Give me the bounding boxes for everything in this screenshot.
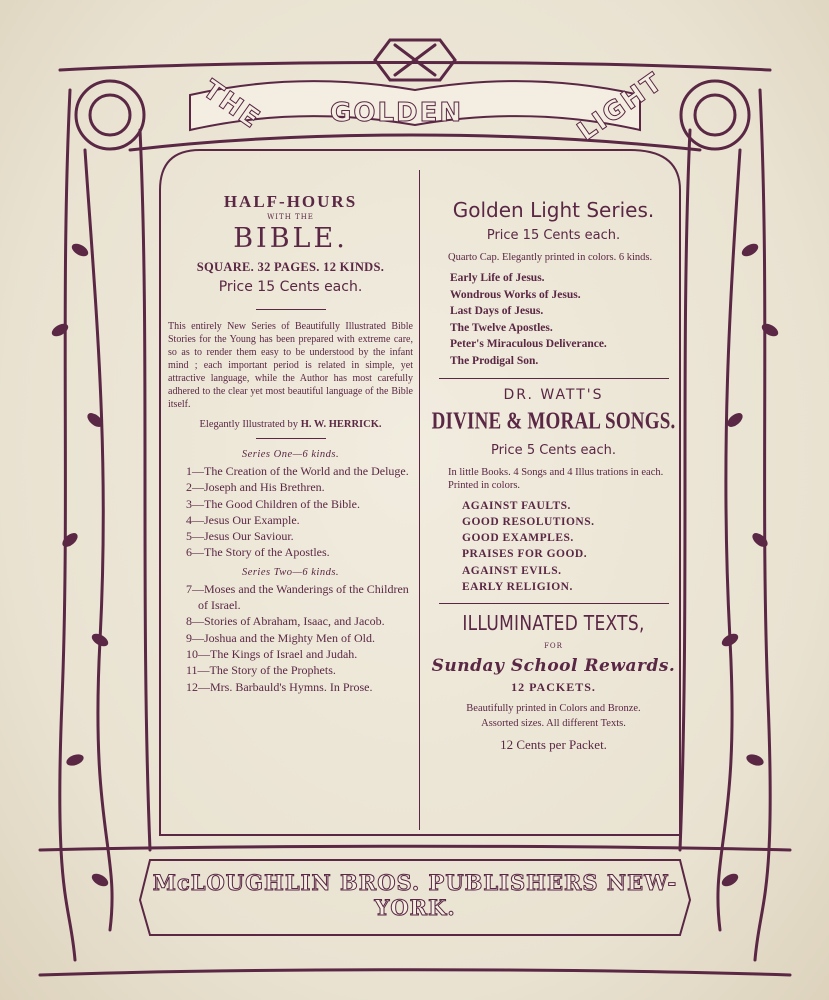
bottom-branch <box>40 846 790 850</box>
list-item: 11—The Story of the Prophets. <box>186 663 336 678</box>
list-item: 9—Joshua and the Mighty Men of Old. <box>186 630 375 645</box>
dr-watts-label: DR. WATT'S <box>503 386 604 403</box>
banner-word-the: THE <box>197 74 267 136</box>
for-label: FOR <box>544 642 563 651</box>
list-item: The Twelve Apostles. <box>450 321 553 334</box>
golden-light-price: Price 15 Cents each. <box>486 228 621 243</box>
banner-word-golden: GOLDEN <box>330 98 464 128</box>
list-item: AGAINST FAULTS. <box>462 499 571 512</box>
with-the-label: WITH THE <box>267 213 314 221</box>
list-item: Wondrous Works of Jesus. <box>450 288 581 301</box>
divine-songs-desc: In little Books. 4 Songs and 4 Illus trations in each. Printed in colors. <box>448 466 664 491</box>
divine-songs-price: Price 5 Cents each. <box>490 442 617 458</box>
list-item: 6—The Story of the Apostles. <box>186 545 330 560</box>
list-item: PRAISES FOR GOOD. <box>462 548 588 561</box>
illustrator-line <box>168 419 413 430</box>
section-rule <box>439 603 669 604</box>
illuminated-texts-title: ILLUMINATED TEXTS, <box>462 612 645 637</box>
series-one-heading: Series One—6 kinds. <box>241 449 340 460</box>
list-item: 10—The Kings of Israel and Judah. <box>186 646 358 661</box>
golden-light-desc: Quarto Cap. Elegantly printed in colors. 6 kinds. <box>448 252 653 263</box>
list-item: AGAINST EVILS. <box>462 564 562 577</box>
bible-description: This entirely New Series of Beautifully Illustrated Bible Stories for the Young has been prepared with extreme care, so as to render them easy to be understood by the infant mind ; each important period is related in simple, yet attractive language, while the Author has most carefully adhered to the clear yet most beautiful language of the Bible itself. <box>168 321 413 410</box>
illuminated-desc <box>430 701 677 731</box>
right-inner-branch <box>718 150 740 930</box>
illustrated-prefix: Elegantly Illustrated by <box>199 419 299 430</box>
divine-songs-title: DIVINE & MORAL SONGS. <box>431 407 676 435</box>
list-item: Last Days of Jesus. <box>450 305 544 318</box>
short-rule <box>256 438 326 439</box>
per-packet-price: 12 Cents per Packet. <box>500 737 607 753</box>
banner-word-light: LIGHT <box>572 66 669 148</box>
bible-title: BIBLE. <box>233 223 348 254</box>
assorted-line: Assorted sizes. All different Texts. <box>481 718 626 730</box>
list-item: 3—The Good Children of the Bible. <box>186 496 360 511</box>
series-two-heading: Series Two—6 kinds. <box>241 566 340 578</box>
half-hours-title: HALF-HOURS <box>223 192 358 211</box>
bible-price: Price 15 Cents each. <box>218 279 363 295</box>
list-item: Peter's Miraculous Deliverance. <box>450 338 607 351</box>
list-item: 8—Stories of Abraham, Isaac, and Jacob. <box>186 614 385 629</box>
beautifully-line: Beautifully printed in Colors and Bronze. <box>466 703 641 715</box>
list-item: EARLY RELIGION. <box>462 581 573 594</box>
list-item: GOOD RESOLUTIONS. <box>462 515 595 528</box>
bible-spec: SQUARE. 32 PAGES. 12 KINDS. <box>196 260 385 274</box>
short-rule <box>256 309 326 310</box>
list-item: 1—The Creation of the World and the Deluge. <box>186 464 409 478</box>
list-item: 2—Joseph and His Brethren. <box>186 480 325 495</box>
column-divider <box>419 170 420 830</box>
golden-light-list <box>430 270 677 370</box>
section-rule <box>439 378 669 379</box>
packets-label: 12 PACKETS. <box>511 680 596 695</box>
illustrator-name: H. W. HERRICK. <box>300 419 382 430</box>
left-column <box>168 192 413 695</box>
publisher-footer: McLOUGHLIN BROS. PUBLISHERS NEW-YORK. <box>152 870 678 920</box>
list-item: Early Life of Jesus. <box>450 272 545 284</box>
list-item: GOOD EXAMPLES. <box>462 532 574 545</box>
golden-light-title: Golden Light Series. <box>452 198 655 222</box>
top-branch <box>60 63 770 71</box>
left-branch <box>60 90 75 960</box>
divine-songs-list <box>430 498 677 596</box>
left-inner-branch <box>85 150 112 930</box>
right-column <box>430 188 677 753</box>
list-item: 5—Jesus Our Saviour. <box>186 529 294 544</box>
list-item: 7—Moses and the Wanderings of the Children of Israel. <box>186 581 409 613</box>
list-item: The Prodigal Son. <box>450 354 539 367</box>
list-item: 4—Jesus Our Example. <box>186 512 300 527</box>
series-one-list <box>168 463 413 561</box>
right-branch <box>755 90 770 960</box>
series-two-list <box>168 581 413 695</box>
list-item: 12—Mrs. Barbauld's Hymns. In Prose. <box>186 679 373 694</box>
sunday-school-title: Sunday School Rewards. <box>431 656 676 677</box>
